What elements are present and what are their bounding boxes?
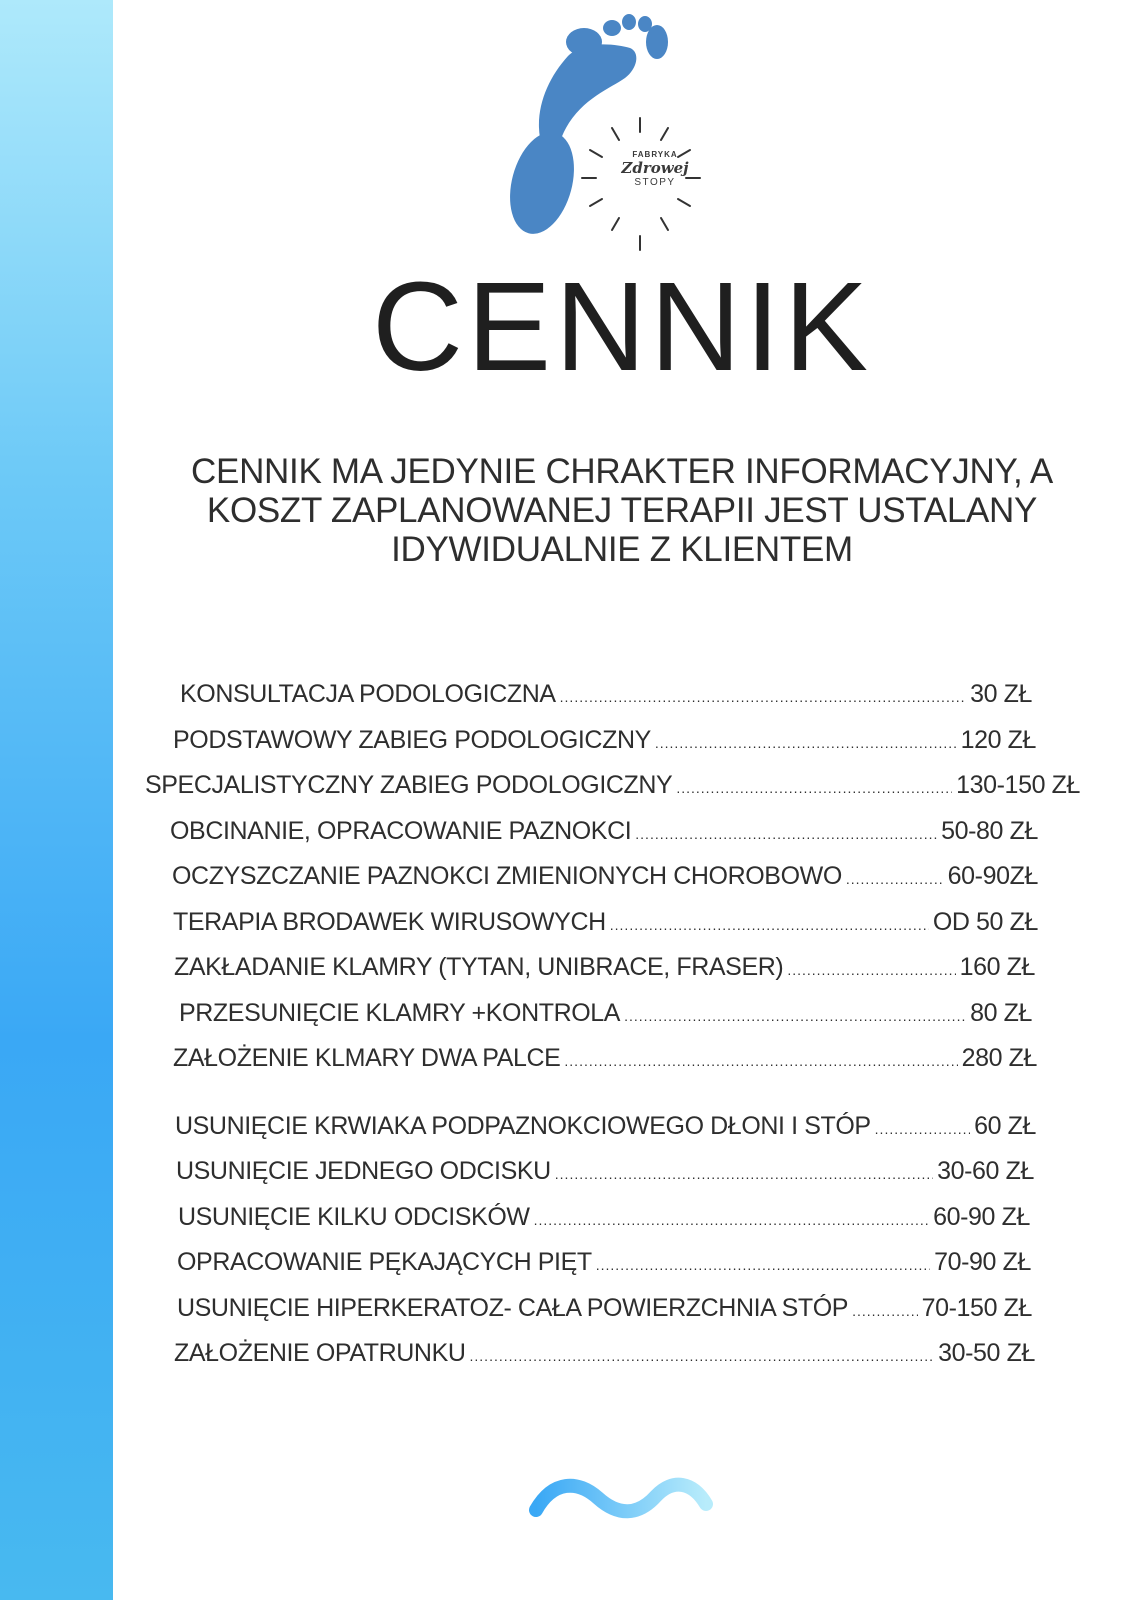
price-row — [140, 1339, 1080, 1385]
dot-leader — [846, 871, 944, 887]
service-price: 280 ZŁ — [961, 1044, 1037, 1072]
price-row — [140, 953, 1080, 999]
price-row — [140, 1157, 1080, 1203]
dot-leader — [555, 1166, 933, 1182]
page-title: CENNIK — [371, 256, 873, 397]
service-name: KONSULTACJA PODOLOGICZNA — [180, 680, 556, 708]
service-name: USUNIĘCIE JEDNEGO ODCISKU — [176, 1157, 551, 1185]
disclaimer — [113, 452, 1131, 569]
price-row — [140, 771, 1080, 817]
service-price: 70-90 ZŁ — [934, 1248, 1031, 1276]
dot-leader — [564, 1053, 957, 1069]
dot-leader — [787, 962, 955, 978]
decorative-sidebar — [0, 0, 113, 1600]
dot-leader — [560, 689, 966, 705]
price-row — [140, 1248, 1080, 1294]
price-row — [140, 1112, 1080, 1158]
price-row — [140, 908, 1080, 954]
service-price: 30 ZŁ — [970, 680, 1032, 708]
price-row — [140, 1294, 1080, 1340]
price-row — [140, 999, 1080, 1045]
service-price: 30-50 ZŁ — [938, 1339, 1035, 1367]
section-gap — [140, 1090, 1080, 1112]
dot-leader — [596, 1257, 930, 1273]
price-row — [140, 817, 1080, 863]
logo-line-3: STOPY — [634, 177, 676, 188]
service-price: 60-90 ZŁ — [933, 1202, 1030, 1231]
service-name: PODSTAWOWY ZABIEG PODOLOGICZNY — [173, 725, 651, 754]
dot-leader — [875, 1121, 970, 1137]
service-name: USUNIĘCIE KILKU ODCISKÓW — [178, 1202, 530, 1231]
service-price: 160 ZŁ — [959, 953, 1035, 981]
service-name: OCZYSZCZANIE PAZNOKCI ZMIENIONYCH CHOROBOWO — [172, 862, 842, 890]
dot-leader — [676, 780, 952, 796]
service-name: OBCINANIE, OPRACOWANIE PAZNOKCI — [170, 816, 632, 845]
service-price: 30-60 ZŁ — [937, 1157, 1034, 1185]
dot-leader — [610, 917, 929, 933]
price-list — [140, 680, 1080, 1385]
service-price: 80 ZŁ — [970, 998, 1032, 1027]
disclaimer-line-3: IDYWIDUALNIE Z KLIENTEM — [391, 530, 853, 569]
logo-line-2: Zdrowej — [621, 159, 689, 177]
footprint-logo-icon — [490, 8, 730, 260]
price-row — [140, 726, 1080, 772]
disclaimer-line-1: CENNIK MA JEDYNIE CHRAKTER INFORMACYJNY, A — [191, 452, 1053, 491]
dot-leader — [655, 735, 957, 751]
disclaimer-line-2: KOSZT ZAPLANOWANEJ TERAPII JEST USTALANY — [206, 491, 1038, 530]
service-name: SPECJALISTYCZNY ZABIEG PODOLOGICZNY — [145, 771, 673, 799]
price-row — [140, 1044, 1080, 1090]
service-name: USUNIĘCIE HIPERKERATOZ- CAŁA POWIERZCHNIA STÓP — [177, 1293, 849, 1322]
logo-line-1: FABRYKA — [632, 150, 678, 159]
service-price: 70-150 ZŁ — [921, 1293, 1032, 1322]
wave-decoration-icon — [528, 1474, 713, 1522]
service-name: ZAKŁADANIE KLAMRY (TYTAN, UNIBRACE, FRASER) — [174, 953, 784, 981]
service-name: ZAŁOŻENIE OPATRUNKU — [174, 1339, 466, 1367]
service-price: 50-80 ZŁ — [941, 816, 1038, 845]
dot-leader — [852, 1303, 918, 1319]
service-price: 120 ZŁ — [960, 725, 1036, 754]
service-price: 130-150 ZŁ — [956, 771, 1080, 799]
price-row — [140, 680, 1080, 726]
dot-leader — [534, 1212, 930, 1228]
service-price: 60-90ZŁ — [947, 862, 1038, 890]
service-price: 60 ZŁ — [974, 1111, 1036, 1140]
dot-leader — [635, 826, 937, 842]
service-name: PRZESUNIĘCIE KLAMRY +KONTROLA — [179, 998, 621, 1027]
dot-leader — [470, 1348, 935, 1364]
price-row — [140, 1203, 1080, 1249]
service-name: ZAŁOŻENIE KLMARY DWA PALCE — [173, 1044, 561, 1072]
price-row — [140, 862, 1080, 908]
service-name: TERAPIA BRODAWEK WIRUSOWYCH — [173, 907, 606, 936]
service-price: OD 50 ZŁ — [932, 907, 1038, 936]
service-name: USUNIĘCIE KRWIAKA PODPAZNOKCIOWEGO DŁONI I STÓP — [175, 1111, 871, 1140]
dot-leader — [624, 1008, 966, 1024]
logo-wordmark — [600, 150, 710, 188]
service-name: OPRACOWANIE PĘKAJĄCYCH PIĘT — [177, 1248, 592, 1276]
